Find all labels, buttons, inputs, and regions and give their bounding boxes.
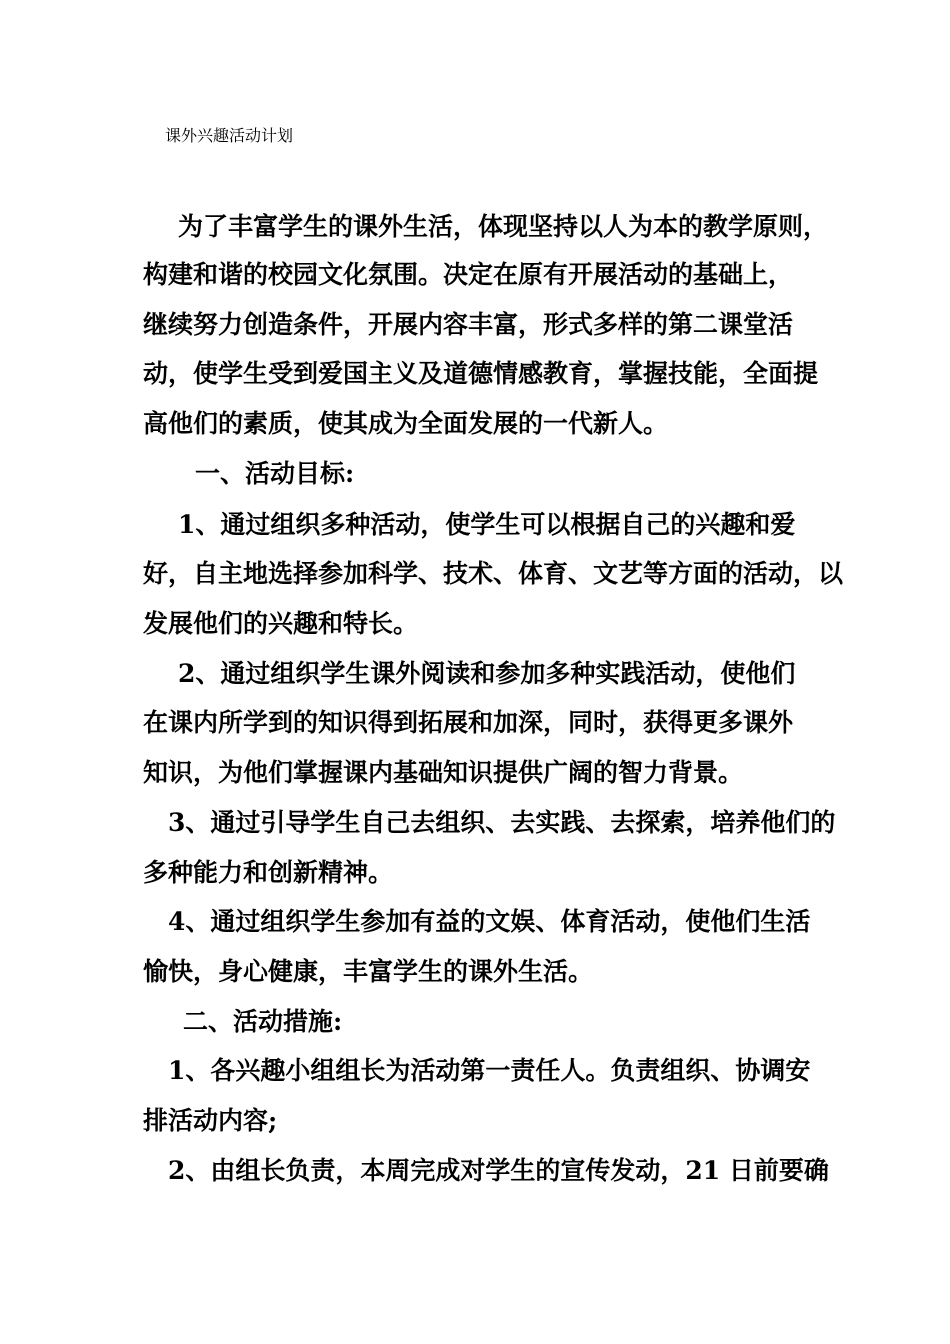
paragraph-line: 愉快，身心健康，丰富学生的课外生活。	[143, 957, 594, 986]
paragraph-line: 知识，为他们掌握课内基础知识提供广阔的智力背景。	[143, 758, 744, 787]
paragraph-line: 1、各兴趣小组组长为活动第一责任人。负责组织、协调安	[168, 1056, 811, 1085]
paragraph-line: 动，使学生受到爱国主义及道德情感教育，掌握技能，全面提	[143, 359, 819, 388]
paragraph-line: 好，自主地选择参加科学、技术、体育、文艺等方面的活动，以	[143, 559, 844, 588]
paragraph-line: 4、通过组织学生参加有益的文娱、体育活动，使他们生活	[168, 907, 811, 936]
section-heading: 一、活动目标:	[195, 459, 355, 488]
paragraph-line: 排活动内容;	[143, 1106, 278, 1135]
paragraph-line: 3、通过引导学生自己去组织、去实践、去探索，培养他们的	[168, 808, 836, 837]
paragraph-line: 在课内所学到的知识得到拓展和加深，同时，获得更多课外	[143, 708, 794, 737]
paragraph-line: 构建和谐的校园文化氛围。决定在原有开展活动的基础上，	[143, 260, 794, 289]
paragraph-line: 为了丰富学生的课外生活，体现坚持以人为本的教学原则，	[178, 212, 829, 241]
paragraph-line: 多种能力和创新精神。	[143, 858, 394, 887]
paragraph-line: 继续努力创造条件，开展内容丰富，形式多样的第二课堂活	[143, 310, 794, 339]
document-title: 课外兴趣活动计划	[165, 126, 294, 145]
paragraph-line: 1、通过组织多种活动，使学生可以根据自己的兴趣和爱	[178, 510, 796, 539]
section-heading: 二、活动措施:	[183, 1007, 343, 1036]
paragraph-line: 高他们的素质，使其成为全面发展的一代新人。	[143, 409, 669, 438]
paragraph-line: 2、通过组织学生课外阅读和参加多种实践活动，使他们	[178, 659, 796, 688]
paragraph-line: 2、由组长负责，本周完成对学生的宣传发动，21 日前要确	[168, 1156, 829, 1185]
paragraph-line: 发展他们的兴趣和特长。	[143, 609, 419, 638]
